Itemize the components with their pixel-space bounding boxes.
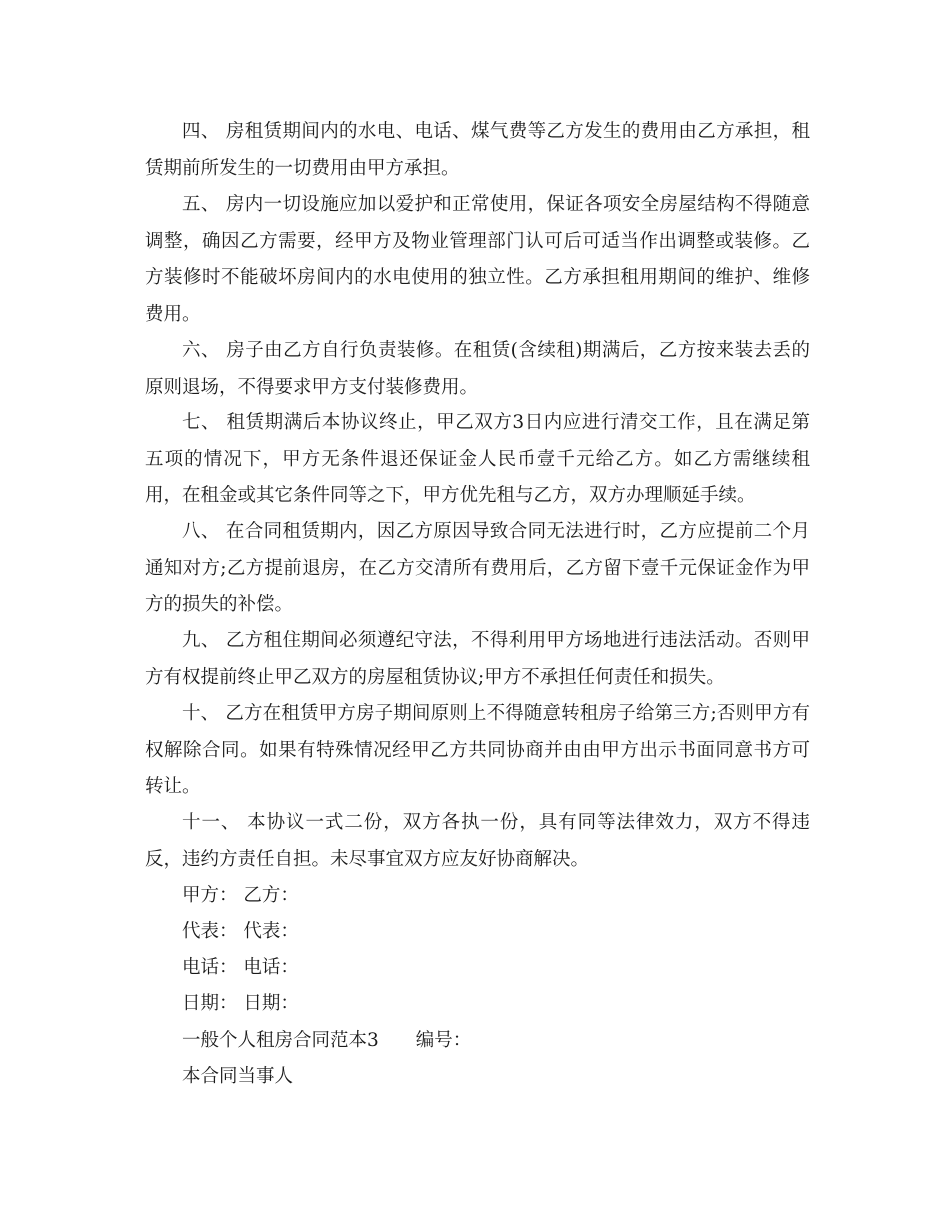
- clause-6: 六、 房子由乙方自行负责装修。在租赁(含续租)期满后，乙方按来装去丢的原则退场，不得要求甲方支付装修费用。: [145, 340, 810, 398]
- signature-rep-line: 代表： 代表：: [182, 921, 299, 942]
- clause-5: 五、 房内一切设施应加以爱护和正常使用，保证各项安全房屋结构不得随意调整，确因乙方需要，经甲方及物业管理部门认可后可适当作出调整或装修。乙方装修时不能破坏房间内的水电使用的独立性。乙方承担租用期间的维护、维修费用。: [145, 194, 810, 325]
- clause-8: 八、 在合同租赁期内，因乙方原因导致合同无法进行时，乙方应提前二个月通知对方;乙方提前退房，在乙方交清所有费用后，乙方留下壹千元保证金作为甲方的损失的补偿。: [145, 521, 810, 615]
- next-contract-title: 一般个人租房合同范本3 编号：: [182, 1030, 472, 1051]
- signature-phone-line: 电话： 电话：: [182, 957, 299, 978]
- clause-7: 七、 租赁期满后本协议终止，甲乙双方3日内应进行清交工作，且在满足第五项的情况下，甲方无条件退还保证金人民币壹千元给乙方。如乙方需继续租用，在租金或其它条件同等之下，甲方优先租与乙方，双方办理顺延手续。: [145, 412, 810, 506]
- next-contract-parties: 本合同当事人: [182, 1066, 294, 1087]
- signature-date-line: 日期： 日期：: [182, 993, 299, 1014]
- signature-party-line: 甲方： 乙方：: [182, 885, 299, 906]
- clause-11: 十一、 本协议一式二份，双方各执一份，具有同等法律效力，双方不得违反，违约方责任自担。未尽事宜双方应友好协商解决。: [145, 812, 810, 870]
- clause-4: 四、 房租赁期间内的水电、电话、煤气费等乙方发生的费用由乙方承担，租赁期前所发生的一切费用由甲方承担。: [145, 121, 810, 179]
- clause-9: 九、 乙方租住期间必须遵纪守法，不得利用甲方场地进行违法活动。否则甲方有权提前终止甲乙双方的房屋租赁协议;甲方不承担任何责任和损失。: [145, 630, 810, 688]
- clause-10: 十、 乙方在租赁甲方房子期间原则上不得随意转租房子给第三方;否则甲方有权解除合同。如果有特殊情况经甲乙方共同协商并由由甲方出示书面同意书方可转让。: [145, 703, 810, 797]
